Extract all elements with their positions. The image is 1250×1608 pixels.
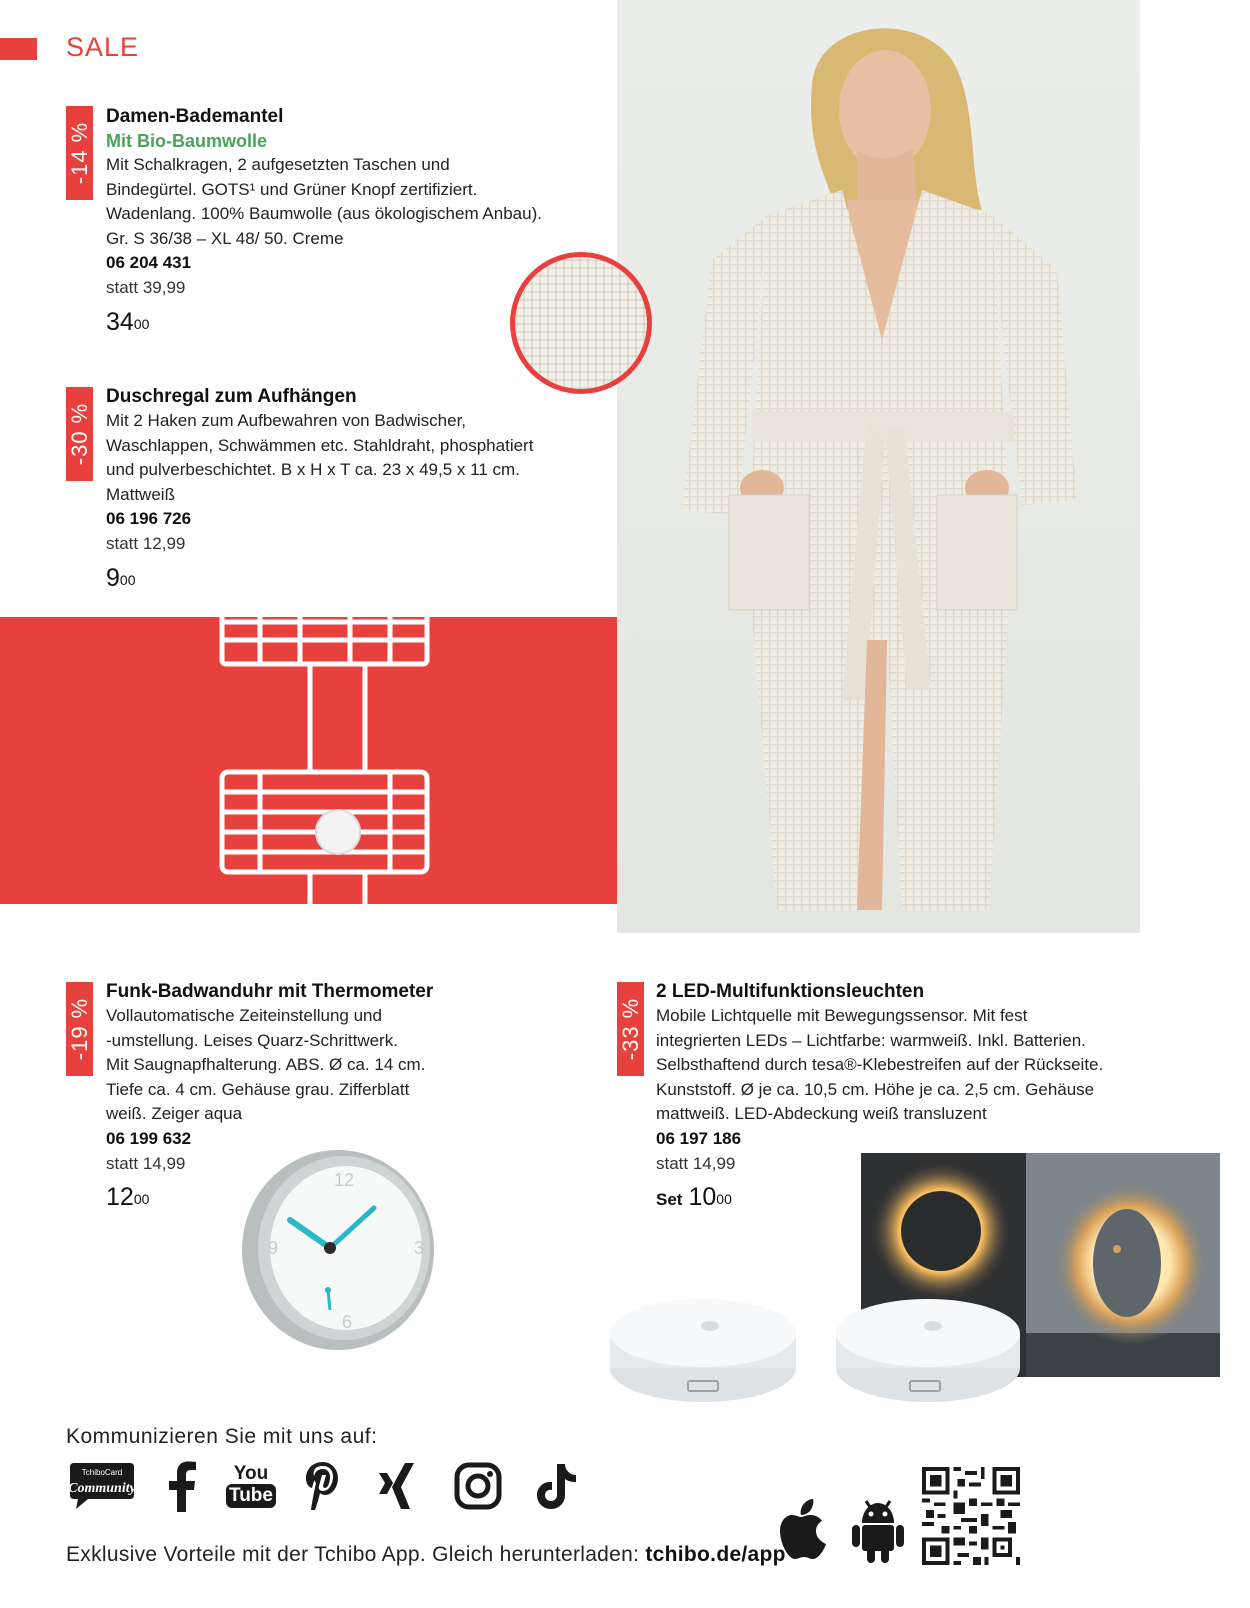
product-description-line: Mattweiß (106, 484, 175, 504)
discount-badge: -14 % (66, 106, 93, 200)
sale-price: Set $10^{00}$ (656, 1183, 732, 1212)
article-number: 06 204 431 (106, 253, 192, 273)
product-description-line: Kunststoff. Ø je ca. 10,5 cm. Höhe je ca. 2,5 cm. Gehäuse (656, 1079, 1095, 1099)
clock-numeral: 3 (414, 1238, 425, 1258)
product-description-line: und pulverbeschichtet. B x H x T ca. 23 x 49,5 x 11 cm. (106, 460, 520, 480)
tiktok-icon[interactable] (532, 1458, 580, 1514)
product-description-line: weiß. Zeiger aqua (106, 1104, 243, 1124)
product-description-line: Gr. S 36/38 – XL 48/ 50. Creme (106, 228, 344, 248)
old-price: statt 12,99 (106, 533, 186, 553)
product-description-line: mattweiß. LED-Abdeckung weiß transluzent (656, 1104, 987, 1124)
product-description-line: Waschlappen, Schwämmen etc. Stahldraht, phosphatiert (106, 435, 534, 455)
article-number: 06 199 632 (106, 1128, 192, 1148)
led-lights-image (608, 1153, 1220, 1403)
product-description-line: Wadenlang. 100% Baumwolle (aus ökologischem Anbau). (106, 204, 542, 224)
bath-clock-image (238, 1142, 438, 1352)
sale-price: $12^{00}$ (106, 1183, 150, 1212)
old-price: statt 14,99 (656, 1153, 736, 1173)
product-description-line: Vollautomatische Zeiteinstellung und (106, 1006, 382, 1025)
community-icon[interactable] (66, 1458, 138, 1514)
discount-badge: -33 % (617, 982, 644, 1076)
contact-label: Kommunizieren Sie mit uns auf: (66, 1425, 378, 1448)
bathrobe-photo (617, 0, 1140, 933)
product-title: Funk-Badwanduhr mit Thermometer (106, 981, 434, 1002)
app-promo-text: Exklusive Vorteile mit der Tchibo App. Gleich herunterladen: tchibo.de/app (66, 1543, 786, 1566)
product-description-line: Mit Schalkragen, 2 aufgesetzten Taschen und (106, 155, 450, 174)
svg-text:Community: Community (68, 1481, 136, 1496)
product-description-line: Mit 2 Haken zum Aufbewahren von Badwischer, (106, 411, 467, 430)
product-description-line: integrierten LEDs – Lichtfarbe: warmweiß. Inkl. Batterien. (656, 1030, 1086, 1050)
xing-icon[interactable] (374, 1458, 420, 1514)
article-number: 06 196 726 (106, 509, 192, 529)
product-bathrobe (106, 104, 586, 339)
clock-numeral: 6 (342, 1312, 353, 1332)
old-price: statt 14,99 (106, 1153, 186, 1173)
apple-icon[interactable] (778, 1497, 830, 1561)
old-price: statt 39,99 (106, 277, 186, 297)
sale-price: $34^{00}$ (106, 307, 150, 336)
qr-code-icon[interactable] (922, 1467, 1020, 1565)
svg-text:TchiboCard: TchiboCard (81, 1468, 123, 1477)
product-description-line: Tiefe ca. 4 cm. Gehäuse grau. Zifferblatt (106, 1079, 410, 1099)
shower-shelf-image (210, 500, 440, 950)
product-description-line: Mobile Lichtquelle mit Bewegungssensor. Mit fest (656, 1006, 1028, 1025)
product-subtitle: Mit Bio-Baumwolle (106, 131, 267, 151)
sale-accent-bar (0, 38, 37, 60)
discount-badge: -30 % (66, 387, 93, 481)
product-description-line: Bindegürtel. GOTS¹ und Grüner Knopf zertifiziert. (106, 179, 478, 199)
product-description-line: Selbsthaftend durch tesa®-Klebestreifen auf der Rückseite. (656, 1055, 1104, 1075)
article-number: 06 197 186 (656, 1128, 742, 1148)
youtube-icon[interactable]: You Tube (226, 1458, 276, 1514)
facebook-icon[interactable] (160, 1458, 204, 1514)
clock-numeral: 12 (334, 1170, 355, 1190)
instagram-icon[interactable] (452, 1458, 504, 1514)
sale-price: $9^{00}$ (106, 563, 136, 592)
product-description-line: -umstellung. Leises Quarz-Schrittwerk. (106, 1030, 398, 1050)
product-title: Duschregal zum Aufhängen (106, 386, 357, 407)
section-title: SALE (66, 32, 140, 62)
android-icon[interactable] (850, 1497, 906, 1563)
product-description-line: Mit Saugnapfhalterung. ABS. Ø ca. 14 cm. (106, 1055, 426, 1075)
app-link[interactable]: tchibo.de/app (645, 1543, 786, 1566)
discount-badge: -19 % (66, 982, 93, 1076)
product-title: 2 LED-Multifunktionsleuchten (656, 981, 925, 1002)
product-title: Damen-Bademantel (106, 106, 284, 127)
clock-numeral: 9 (268, 1238, 279, 1258)
pinterest-icon[interactable] (298, 1458, 348, 1514)
